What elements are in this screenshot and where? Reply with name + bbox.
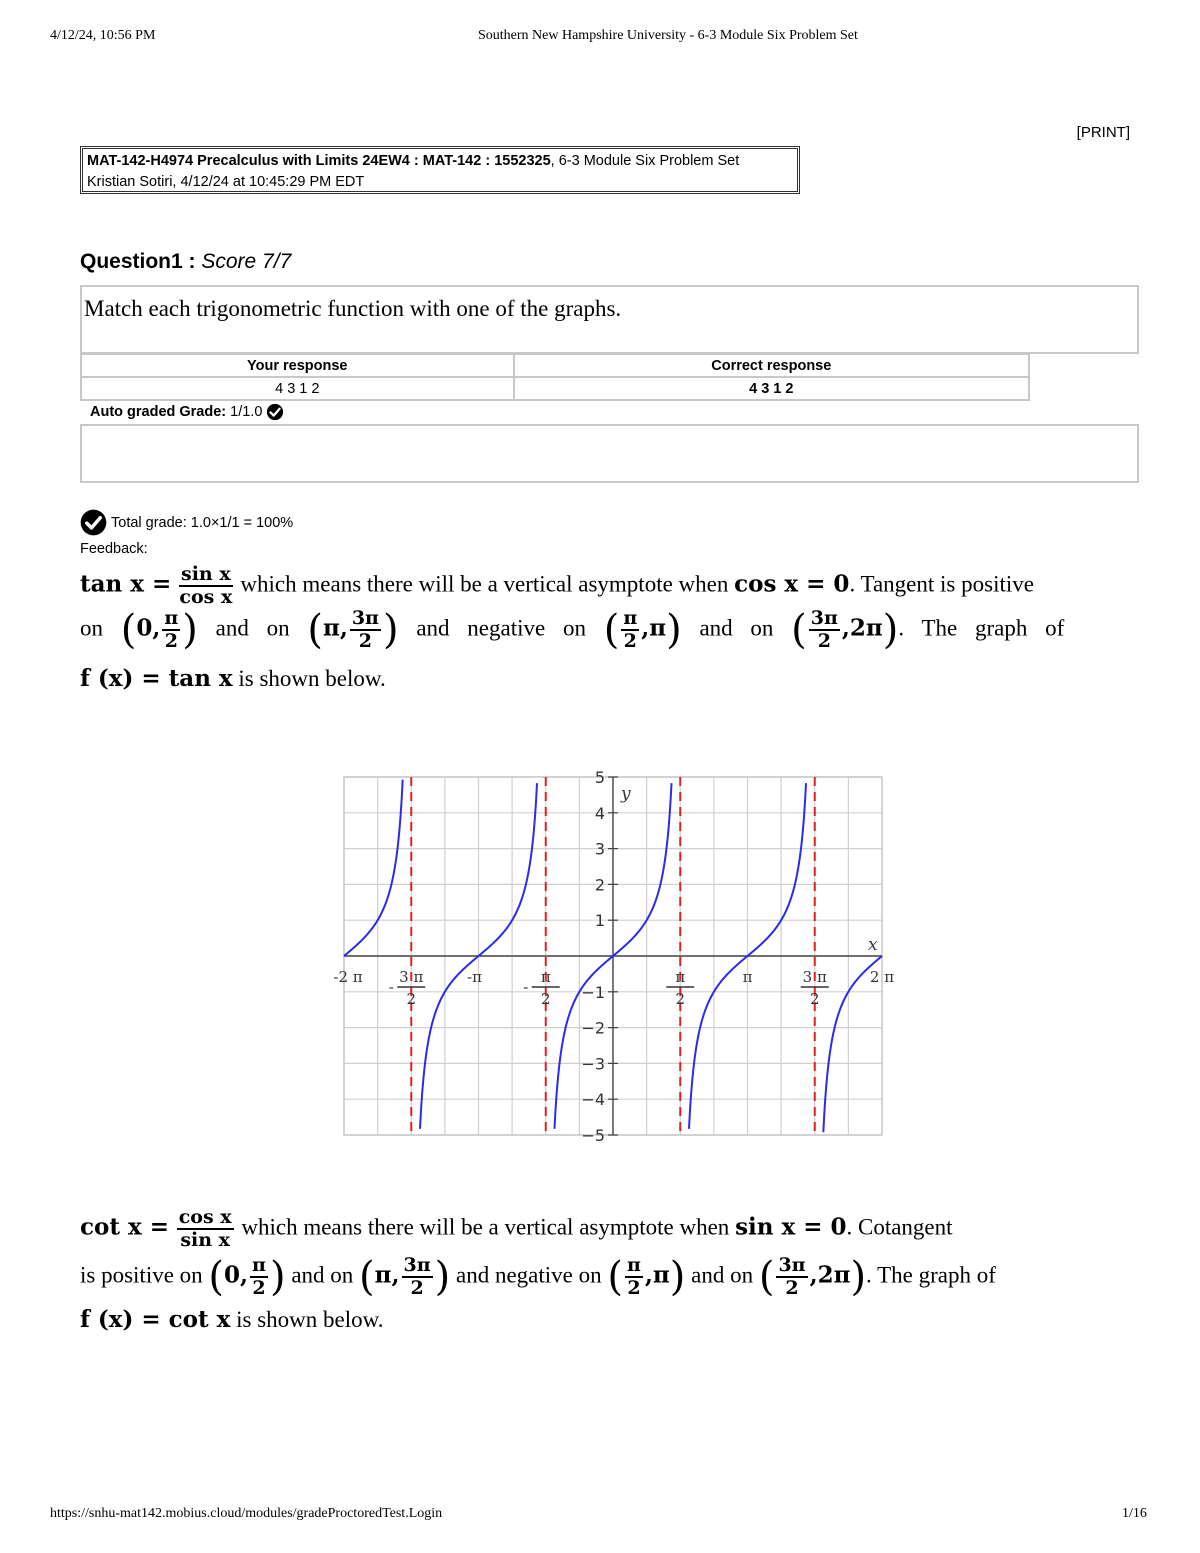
cot-text-2: . Cotangent [846,1214,953,1240]
x-tick-label: -π [467,968,482,986]
feedback-label: Feedback: [80,541,148,557]
frac-num: 3π [778,1254,806,1276]
interval-frac [621,609,639,651]
tan-lhs: tan x = [80,570,172,598]
interval-pi: π, [374,1261,400,1289]
cot-line-3 [80,1306,383,1333]
cot-and-on-2: and on [691,1262,754,1288]
cot-line-2: is positive on (0, $\frac{\pi}{2}$ ) and on (π, $\frac{3\pi}{2}$ ) and negative on ( $\frac{\pi}{2}$ ,π) and on ( $\frac{3\pi}{2}$ ,2π). The graph of [80,1254,996,1300]
x-tick-label: -2 π [333,968,363,986]
x-tick-label: π [540,968,551,986]
correct-response-header: Correct response [514,354,1029,377]
student-line: Kristian Sotiri, 4/12/24 at 10:45:29 PM EDT [87,174,365,190]
x-tick-label: 3 π [399,968,424,986]
total-grade: Total grade: 1.0×1/1 = 100% [111,514,294,531]
tan-condition: cos x = 0 [734,570,850,598]
frac-num: 3π [403,1254,431,1276]
course-assignment: , 6-3 Module Six Problem Set [550,153,740,169]
print-datetime: 4/12/24, 10:56 PM [50,28,156,43]
your-response-value: 4 3 1 2 [81,377,514,400]
tan-line-1 [80,565,1034,607]
tan-num: sin x [181,563,231,585]
frac-den: 2 [410,1277,424,1299]
frac-den: 2 [627,1277,641,1299]
interval-zero: 0, [136,614,161,642]
interval-pi: ,π [644,1261,670,1289]
question-title [80,250,291,274]
tan-and-1: and [215,615,249,641]
question-score: Score 7/7 [201,250,292,273]
frac-den: 2 [358,630,373,652]
tan-on-3: on [750,615,774,641]
interval-pi: ,π [641,614,667,642]
x-tick-label: 2 [406,990,417,1008]
x-tick-label: 2 π [869,968,895,986]
tan-text-3: . The graph of [898,615,1065,641]
x-tick-label: 2 [675,990,686,1008]
y-tick-label: 1 [594,911,605,931]
response-table [80,353,1030,401]
course-info-box [80,146,800,194]
tan-text-2: . Tangent is positive [849,571,1034,597]
y-axis-label: y [621,784,631,804]
cot-text-1: which means there will be a vertical asymptote when [241,1214,730,1240]
tan-line-3 [80,665,386,692]
tan-on-1: on [80,615,103,641]
cot-den: sin x [180,1229,230,1251]
interval-frac [809,609,840,651]
y-tick-label: 2 [594,875,605,895]
y-tick-label: 3 [594,839,605,859]
cot-text-4: is shown below. [236,1307,384,1332]
cot-line-1 [80,1208,953,1250]
cot-lhs: cot x = [80,1213,169,1241]
question-label: Question1 : [80,250,196,273]
interval-frac [776,1256,807,1298]
x-tick-label: π [675,968,686,986]
frac-den: 2 [817,630,831,652]
print-url: https://snhu-mat142.mobius.cloud/modules/gradeProctoredTest.Login [50,1506,443,1521]
y-tick-label: −1 [581,982,605,1002]
frac-den: 2 [785,1277,799,1299]
y-tick-label: −5 [581,1126,605,1145]
cot-positive-on: is positive on [80,1262,203,1288]
cot-condition: sin x = 0 [735,1213,847,1241]
grade-line [90,403,284,421]
tan-curve-branch [344,780,403,956]
cot-and-negative: and negative on [456,1262,602,1288]
tan-and-negative: and negative on [416,615,586,641]
interval-frac [250,1256,268,1298]
x-tick-label: - [523,978,529,996]
your-response-header: Your response [81,354,514,377]
print-title: Southern New Hampshire University - 6-3 Module Six Problem Set [478,28,858,43]
y-tick-label: 4 [594,803,605,823]
frac-num: π [623,607,638,629]
x-tick-label: 2 [809,990,820,1008]
y-tick-label: 5 [594,768,605,787]
cot-fraction [177,1208,234,1250]
comment-box [80,424,1139,483]
frac-den: 2 [623,630,637,652]
check-circle-icon [266,403,284,421]
grade-label: Grade: [179,404,227,420]
interval-frac [625,1256,643,1298]
tan-fx: f (x) = tan x [80,665,233,692]
interval-zero: 0, [224,1261,249,1289]
frac-den: 2 [164,630,178,652]
interval-frac [350,609,381,651]
x-tick-label: - [388,978,394,996]
question-prompt: Match each trigonometric function with one of the graphs. [80,285,1139,354]
auto-graded-label: Auto graded [90,404,176,420]
tan-text-1: which means there will be a vertical asymptote when [240,571,729,597]
frac-den: 2 [252,1277,266,1299]
x-tick-label: 2 [540,990,551,1008]
print-page-number: 1/16 [1122,1506,1147,1521]
correct-response-value: 4 3 1 2 [514,377,1029,400]
y-tick-label: −2 [581,1018,605,1038]
print-link[interactable]: [PRINT] [1076,124,1130,141]
cot-text-3: . The graph of [866,1262,996,1288]
interval-2pi: ,2π [841,614,883,642]
frac-num: π [252,1254,266,1276]
tan-on-2: on [266,615,290,641]
grade-value: 1/1.0 [230,404,263,420]
total-grade-line [80,509,293,536]
frac-num: 3π [810,607,838,629]
tan-fraction [179,565,233,607]
course-title: MAT-142-H4974 Precalculus with Limits 24EW4 : MAT-142 : 1552325 [87,153,551,169]
cot-fx: f (x) = cot x [80,1306,231,1333]
cot-num: cos x [178,1206,232,1228]
x-tick-label: π [742,968,753,986]
frac-num: 3π [351,607,379,629]
tan-den: cos x [179,586,233,608]
interval-pi: π, [322,614,348,642]
frac-num: π [164,607,179,629]
tan-and-2: and [699,615,733,641]
y-tick-label: −4 [581,1090,605,1110]
tan-line-2: on (0, $\frac{\pi}{2}$ ) and on (π, $\frac{3\pi}{2}$ ) and negative on ( $\frac{\pi}{2}$ ,π) and on ( $\frac{3\pi}{2}$ ,2π). The graph of [80,607,1065,653]
x-axis-label: x [868,935,878,955]
check-circle-icon [80,509,107,536]
cot-and-on: and on [291,1262,354,1288]
interval-frac [402,1256,433,1298]
interval-frac [162,609,180,651]
frac-num: π [626,1254,641,1276]
x-tick-label: 3 π [802,968,827,986]
tan-text-4: is shown below. [238,666,386,691]
y-tick-label: −3 [581,1054,605,1074]
interval-2pi: ,2π [809,1261,851,1289]
tan-graph [310,760,900,1150]
